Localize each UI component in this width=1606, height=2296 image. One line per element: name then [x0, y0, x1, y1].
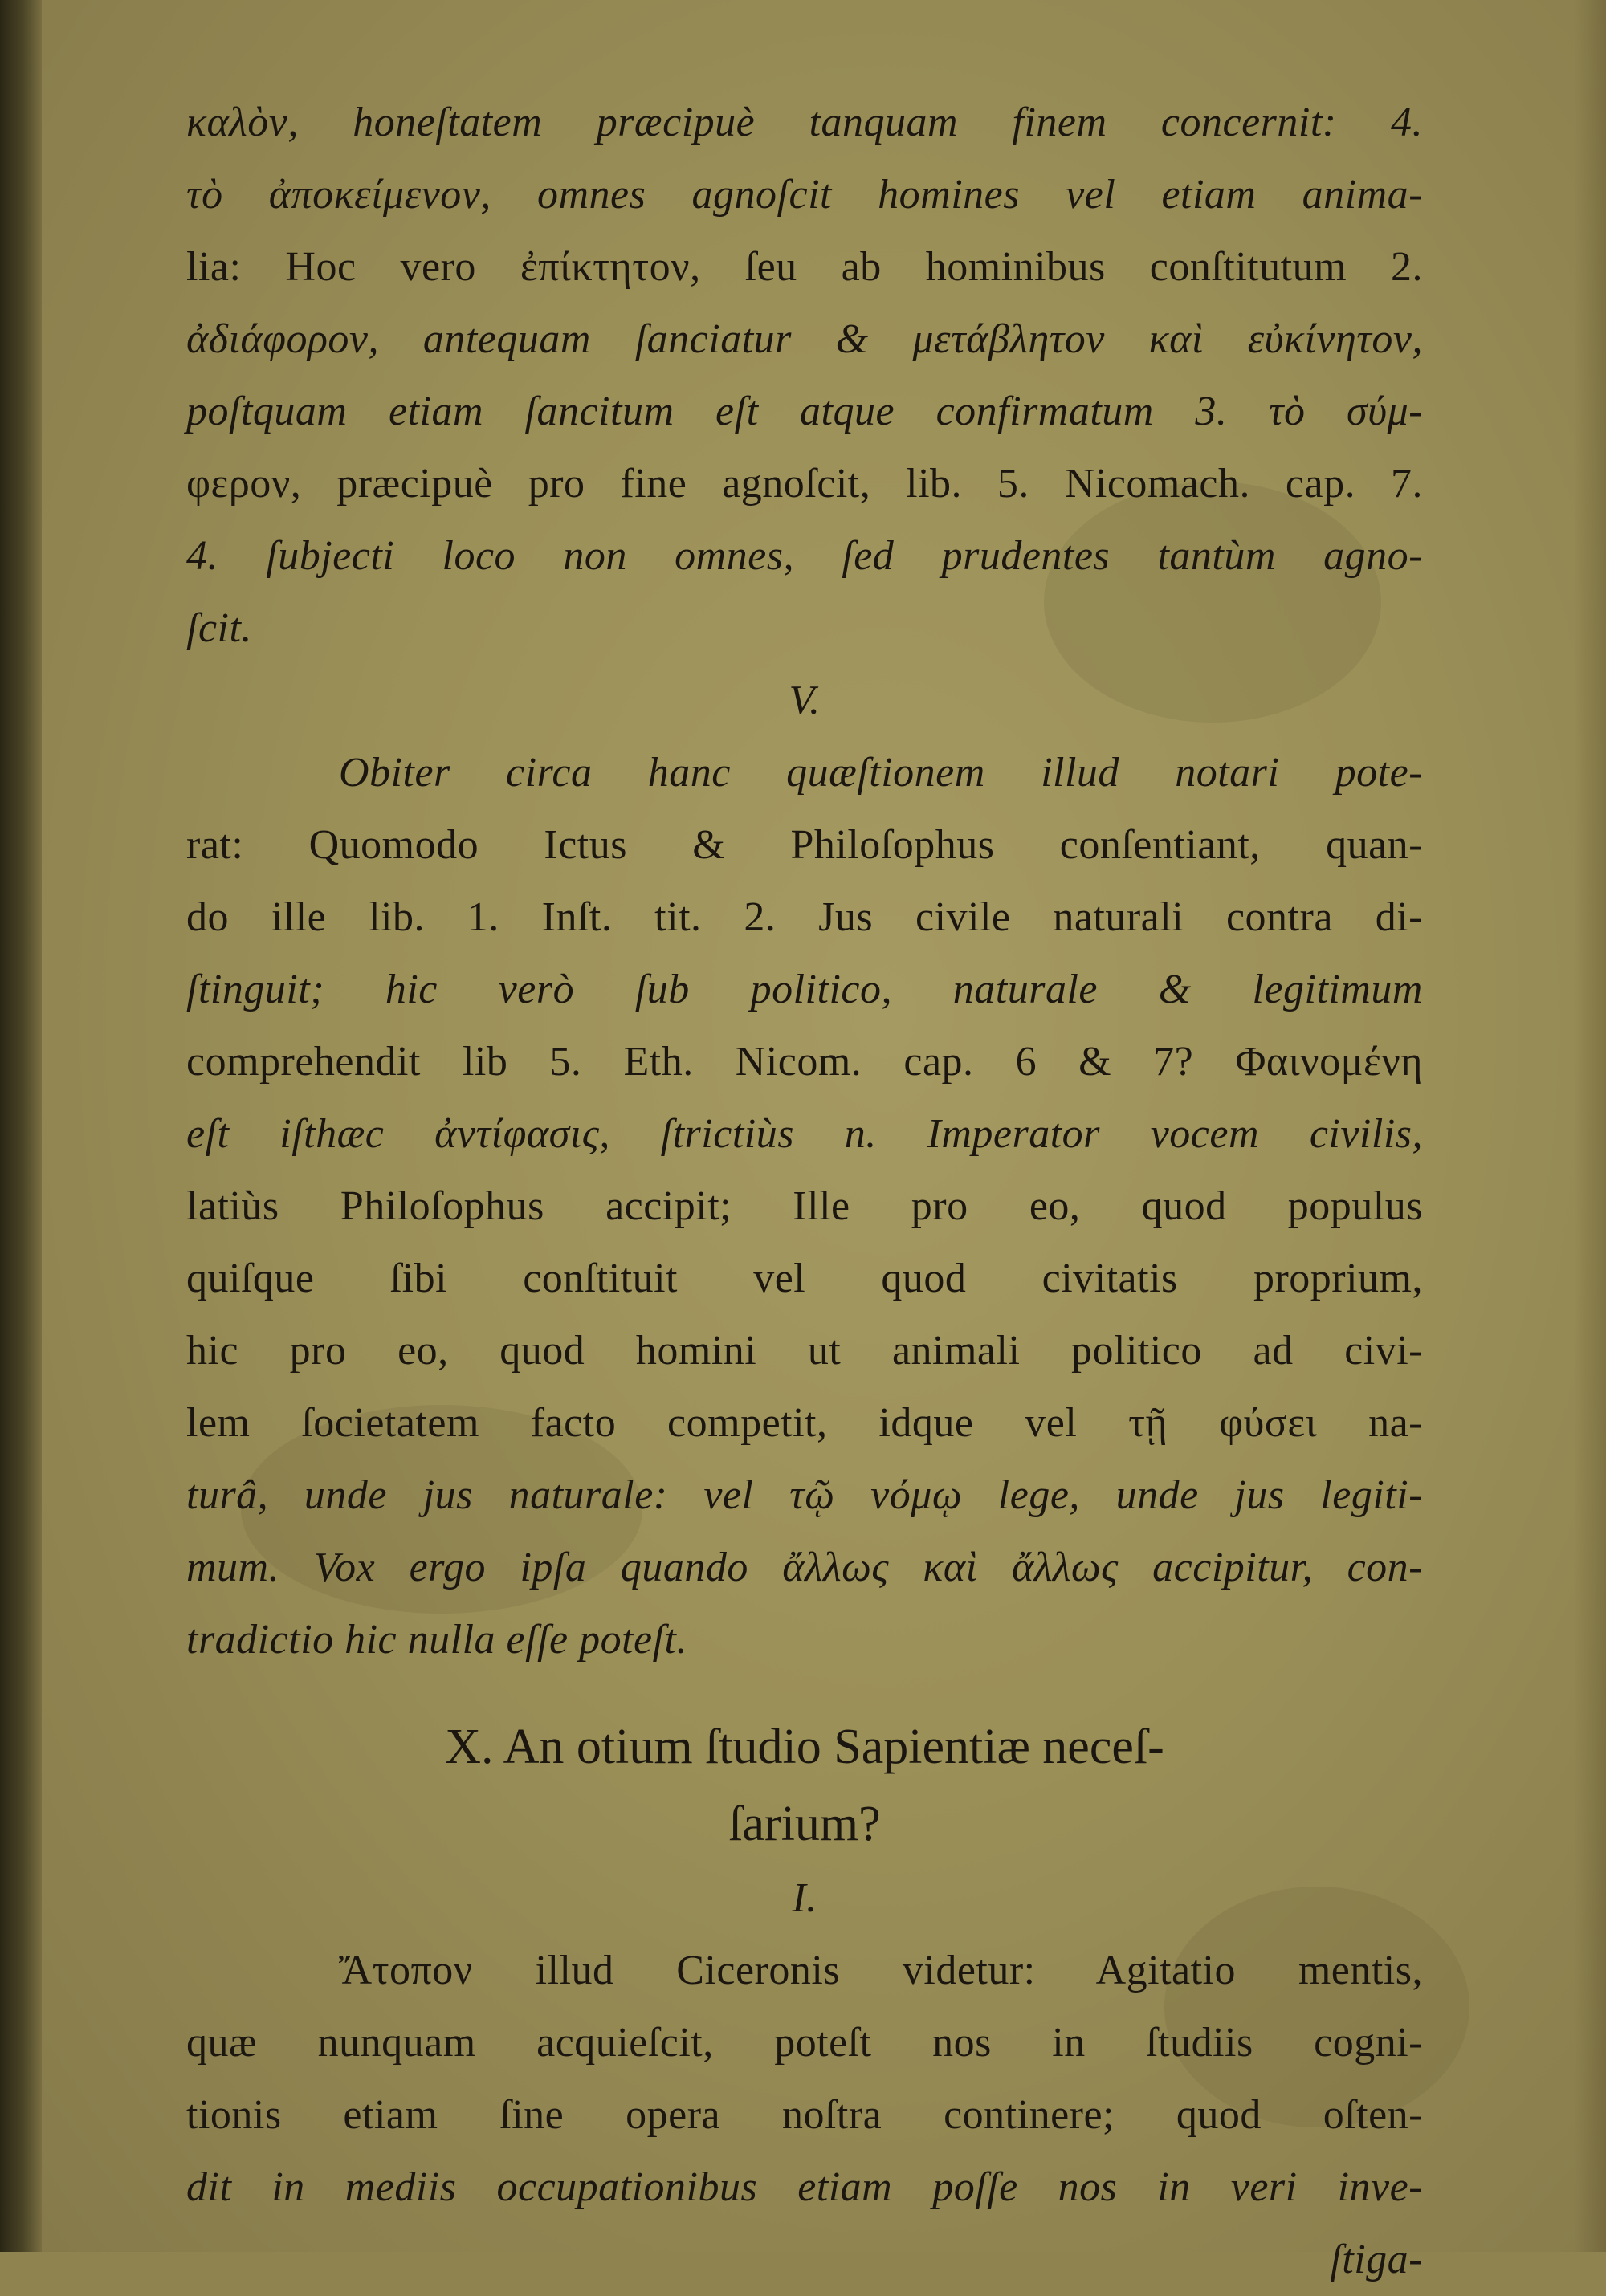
- text-line: φερον, præcipuè pro fine agnoſcit, lib. 5. Nicomach. cap. 7.: [186, 461, 1423, 507]
- text-line: tionis etiam ſine opera noſtra continere; quod oſten-: [186, 2092, 1423, 2138]
- text-line: quiſque ſibi conſtituit vel quod civitatis proprium,: [186, 1256, 1423, 1301]
- text-line: comprehendit lib 5. Eth. Nicom. cap. 6 & 7? Φαινομένη: [186, 1039, 1423, 1085]
- text-line: lem ſocietatem facto competit, idque vel τῇ φύσει na-: [186, 1400, 1423, 1446]
- text-line: καλὸν, honeſtatem præcipuè tanquam finem concernit: 4.: [186, 100, 1423, 145]
- text-line: tradictio hic nulla eſſe poteſt.: [186, 1617, 688, 1663]
- text-line: dit in mediis occupationibus etiam poſſe nos in veri inve-: [186, 2164, 1423, 2210]
- section-heading: X. An otium ſtudio Sapientiæ neceſ-: [445, 1720, 1164, 1774]
- text-line: hic pro eo, quod homini ut animali politico ad civi-: [186, 1328, 1423, 1374]
- binding-gutter: [0, 0, 42, 2252]
- text-line: lia: Hoc vero ἐπίκτητον, ſeu ab hominibus conſtitutum 2.: [186, 244, 1423, 290]
- text-block: [186, 87, 1423, 2296]
- text-line: poſtquam etiam ſancitum eſt atque confirmatum 3. τὸ σύμ-: [186, 389, 1423, 434]
- text-line: Obiter circa hanc quæſtionem illud notari pote-: [339, 750, 1423, 796]
- text-line: mum. Vox ergo ipſa quando ἄλλως καὶ ἄλλως accipitur, con-: [186, 1545, 1423, 1590]
- text-line: eſt iſthæc ἀντίφασις, ſtrictiùs n. Imperator vocem civilis,: [186, 1111, 1423, 1157]
- text-line: 4. ſubjecti loco non omnes, ſed prudentes tantùm agno-: [186, 533, 1423, 579]
- text-line: rat: Quomodo Ictus & Philoſophus conſentiant, quan-: [186, 822, 1423, 868]
- section-number: I.: [792, 1875, 817, 1921]
- section-heading: ſarium?: [728, 1797, 881, 1851]
- text-line: ſcit.: [186, 605, 252, 651]
- text-line: do ille lib. 1. Inſt. tit. 2. Jus civile naturali contra di-: [186, 894, 1423, 940]
- page-edge-shadow: [1574, 0, 1606, 2252]
- catchword: ſtiga-: [1330, 2237, 1423, 2282]
- text-line: Ἄτοπον illud Ciceronis videtur: Agitatio mentis,: [339, 1948, 1423, 1993]
- text-line: ἀδιάφορον, antequam ſanciatur & μετάβλητον καὶ εὐκίνητον,: [186, 316, 1423, 362]
- section-number: V.: [789, 678, 821, 723]
- text-line: turâ, unde jus naturale: vel τῷ νόμῳ lege, unde jus legiti-: [186, 1472, 1423, 1518]
- text-line: latiùs Philoſophus accipit; Ille pro eo, quod populus: [186, 1183, 1423, 1229]
- text-line: quæ nunquam acquieſcit, poteſt nos in ſtudiis cogni-: [186, 2020, 1423, 2066]
- text-line: ſtinguit; hic verò ſub politico, naturale & legitimum: [186, 967, 1423, 1012]
- text-line: τὸ ἀποκείμενον, omnes agnoſcit homines vel etiam anima-: [186, 172, 1423, 218]
